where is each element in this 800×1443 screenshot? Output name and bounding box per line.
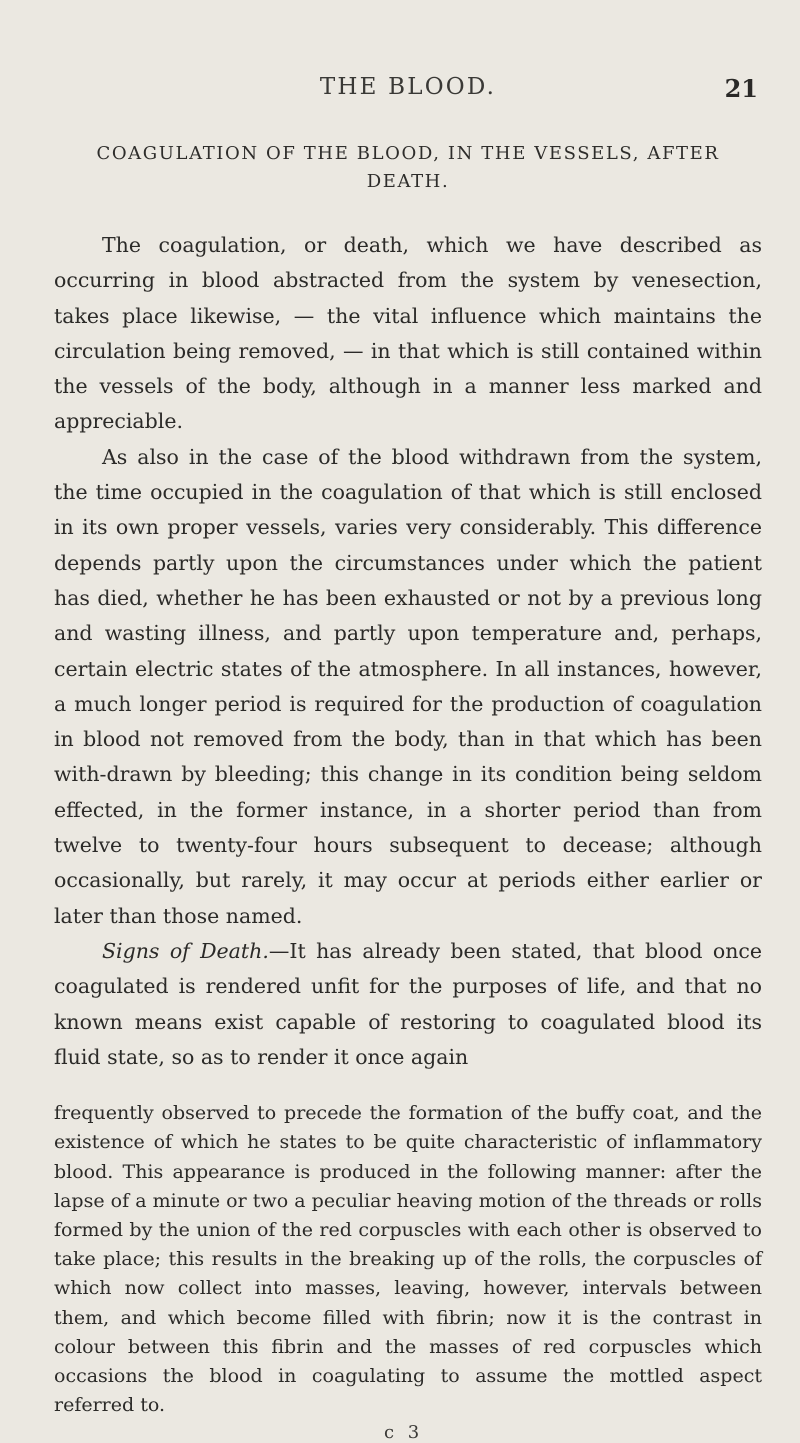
signs-of-death-body: —It has already been stated, that blood once coagulated is rendered unfit for the purposes of life, and that no known means exist capable of restoring to coagulated blood its fluid state, so as to render it once again xyxy=(54,938,763,1069)
page-number: 21 xyxy=(724,74,758,103)
paragraph-time-of-coagulation: As also in the case of the blood withdrawn from the system, the time occupied in the coagulation of that which is still enclosed in its own proper vessels, varies very considerably. This difference depends partly upon the circumstances under which the patient has died, whether he has been exhausted or not by a previous long and wasting illness, and partly upon temperature and, perhaps, certain electric states of the atmosphere. In all instances, however, a much longer period is required for the production of coagulation in blood not removed from the body, than in that which has been with-drawn by bleeding; this change in its condition being seldom effected, in the former instance, in a shorter period than from twelve to twenty-four hours subsequent to decease; although occasionally, but rarely, it may occur at periods either earlier or later than those named. xyxy=(54,444,762,928)
paragraph-signs-of-death xyxy=(54,934,762,1075)
paragraph-coagulation-intro: The coagulation, or death, which we have described as occurring in blood abstracted from the system by venesection, takes place likewise, — the vital influence which maintains the circulation being removed, — in that which is still contained within the vessels of the body, although in a manner less marked and appreciable. xyxy=(54,233,762,434)
section-title: COAGULATION OF THE BLOOD, IN THE VESSELS, AFTER DEATH. xyxy=(96,143,720,192)
signature-mark: c 3 xyxy=(384,1422,424,1443)
paragraph-buffy-coat: frequently observed to precede the formation of the buffy coat, and the existence of which he states to be quite characteristic of inflammatory blood. This appearance is produced in the following manner: after the lapse of a minute or two a peculiar heaving motion of the threads or rolls formed by the union of the red corpuscles with each other is observed to take place; this results in the breaking up of the rolls, the corpuscles of which now collect into masses, leaving, however, intervals between them, and which become filled with fibrin; now it is the contrast in colour between this fibrin and the masses of red corpuscles which occasions the blood in coagulating to assume the mottled aspect referred to. xyxy=(54,1102,762,1417)
footnote-continuation xyxy=(54,1099,762,1420)
running-title: THE BLOOD. xyxy=(319,74,497,100)
signs-of-death-heading: Signs of Death. xyxy=(102,938,269,963)
main-text xyxy=(54,228,762,1075)
running-head xyxy=(54,74,762,114)
